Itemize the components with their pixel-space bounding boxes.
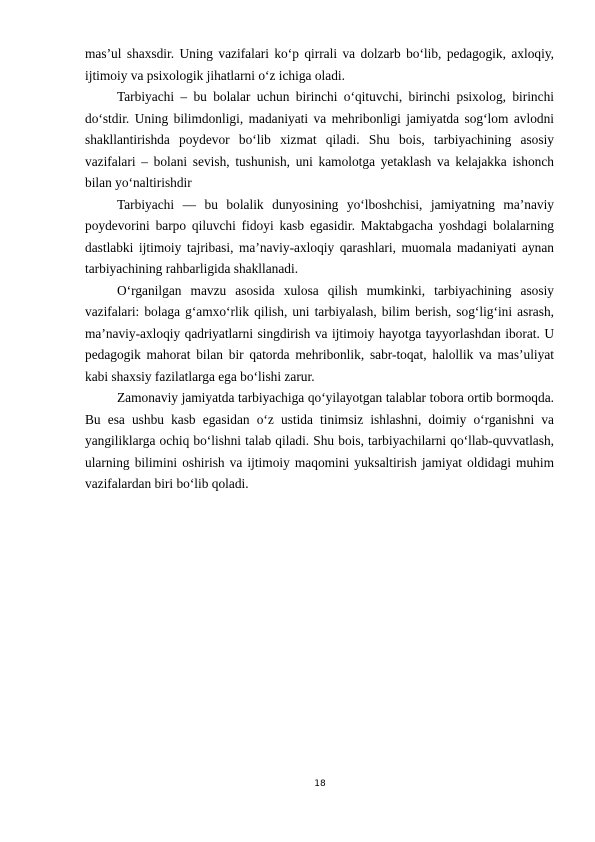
paragraph-tarbiyachi-definition: Tarbiyachi – bu bolalar uchun birinchi o‘qituvchi, birinchi psixolog, birinchi do‘stdir. Uning bilimdonligi, madaniyati va mehribonligi jamiyatda sog‘lom avlodni shakllantirishda poydevor bo‘lib xizmat qiladi. Shu bois, tarbiyachining asosiy vazifalari – bolani sevish, tushunish, uni kamolotga yetaklash va kelajakka ishonch bilan yo‘naltirishdir xyxy=(85,89,554,190)
paragraph-modern-requirements: Zamonaviy jamiyatda tarbiyachiga qo‘yilayotgan talablar tobora ortib bormoqda. Bu esa ushbu kasb egasidan o‘z ustida tinimsiz ishlashni, doimiy o‘rganishni va yangiliklarga ochiq bo‘lishni talab qiladi. Shu bois, tarbiyachilarni qo‘llab-quvvatlash, ularning bilimini oshirish va ijtimoiy maqomini yuksaltirish jamiyat oldidagi muhim vazifalardan biri bo‘lib qoladi. xyxy=(85,390,554,491)
page-number: 18 xyxy=(314,779,326,789)
body-text xyxy=(85,43,554,495)
paragraph-continuation: mas’ul shaxsdir. Uning vazifalari ko‘p qirrali va dolzarb bo‘lib, pedagogik, axloqiy, ijtimoiy va psixologik jihatlarni o‘z ichiga oladi. xyxy=(85,46,554,83)
paragraph-conclusion: O‘rganilgan mavzu asosida xulosa qilish mumkinki, tarbiyachining asosiy vazifalari: bolaga g‘amxo‘rlik qilish, uni tarbiyalash, bilim berish, sog‘lig‘ini asrash, ma’naviy-axloqiy qadriyatlarni singdirish va ijtimoiy hayotga tayyorlashdan iborat. U pedagogik mahorat bilan bir qatorda mehribonlik, sabr-toqat, halollik va mas’uliyat kabi shaxsiy fazilatlarga ega bo‘lishi zarur. xyxy=(85,282,554,384)
paragraph-tarbiyachi-role: Tarbiyachi — bu bolalik dunyosining yo‘lboshchisi, jamiyatning ma’naviy poydevorini barpo qiluvchi fidoyi kasb egasidir. Maktabgacha yoshdagi bolalarning dastlabki ijtimoiy tajribasi, ma’naviy-axloqiy qarashlari, muomala madaniyati aynan tarbiyachining rahbarligida shakllanadi. xyxy=(85,196,554,276)
